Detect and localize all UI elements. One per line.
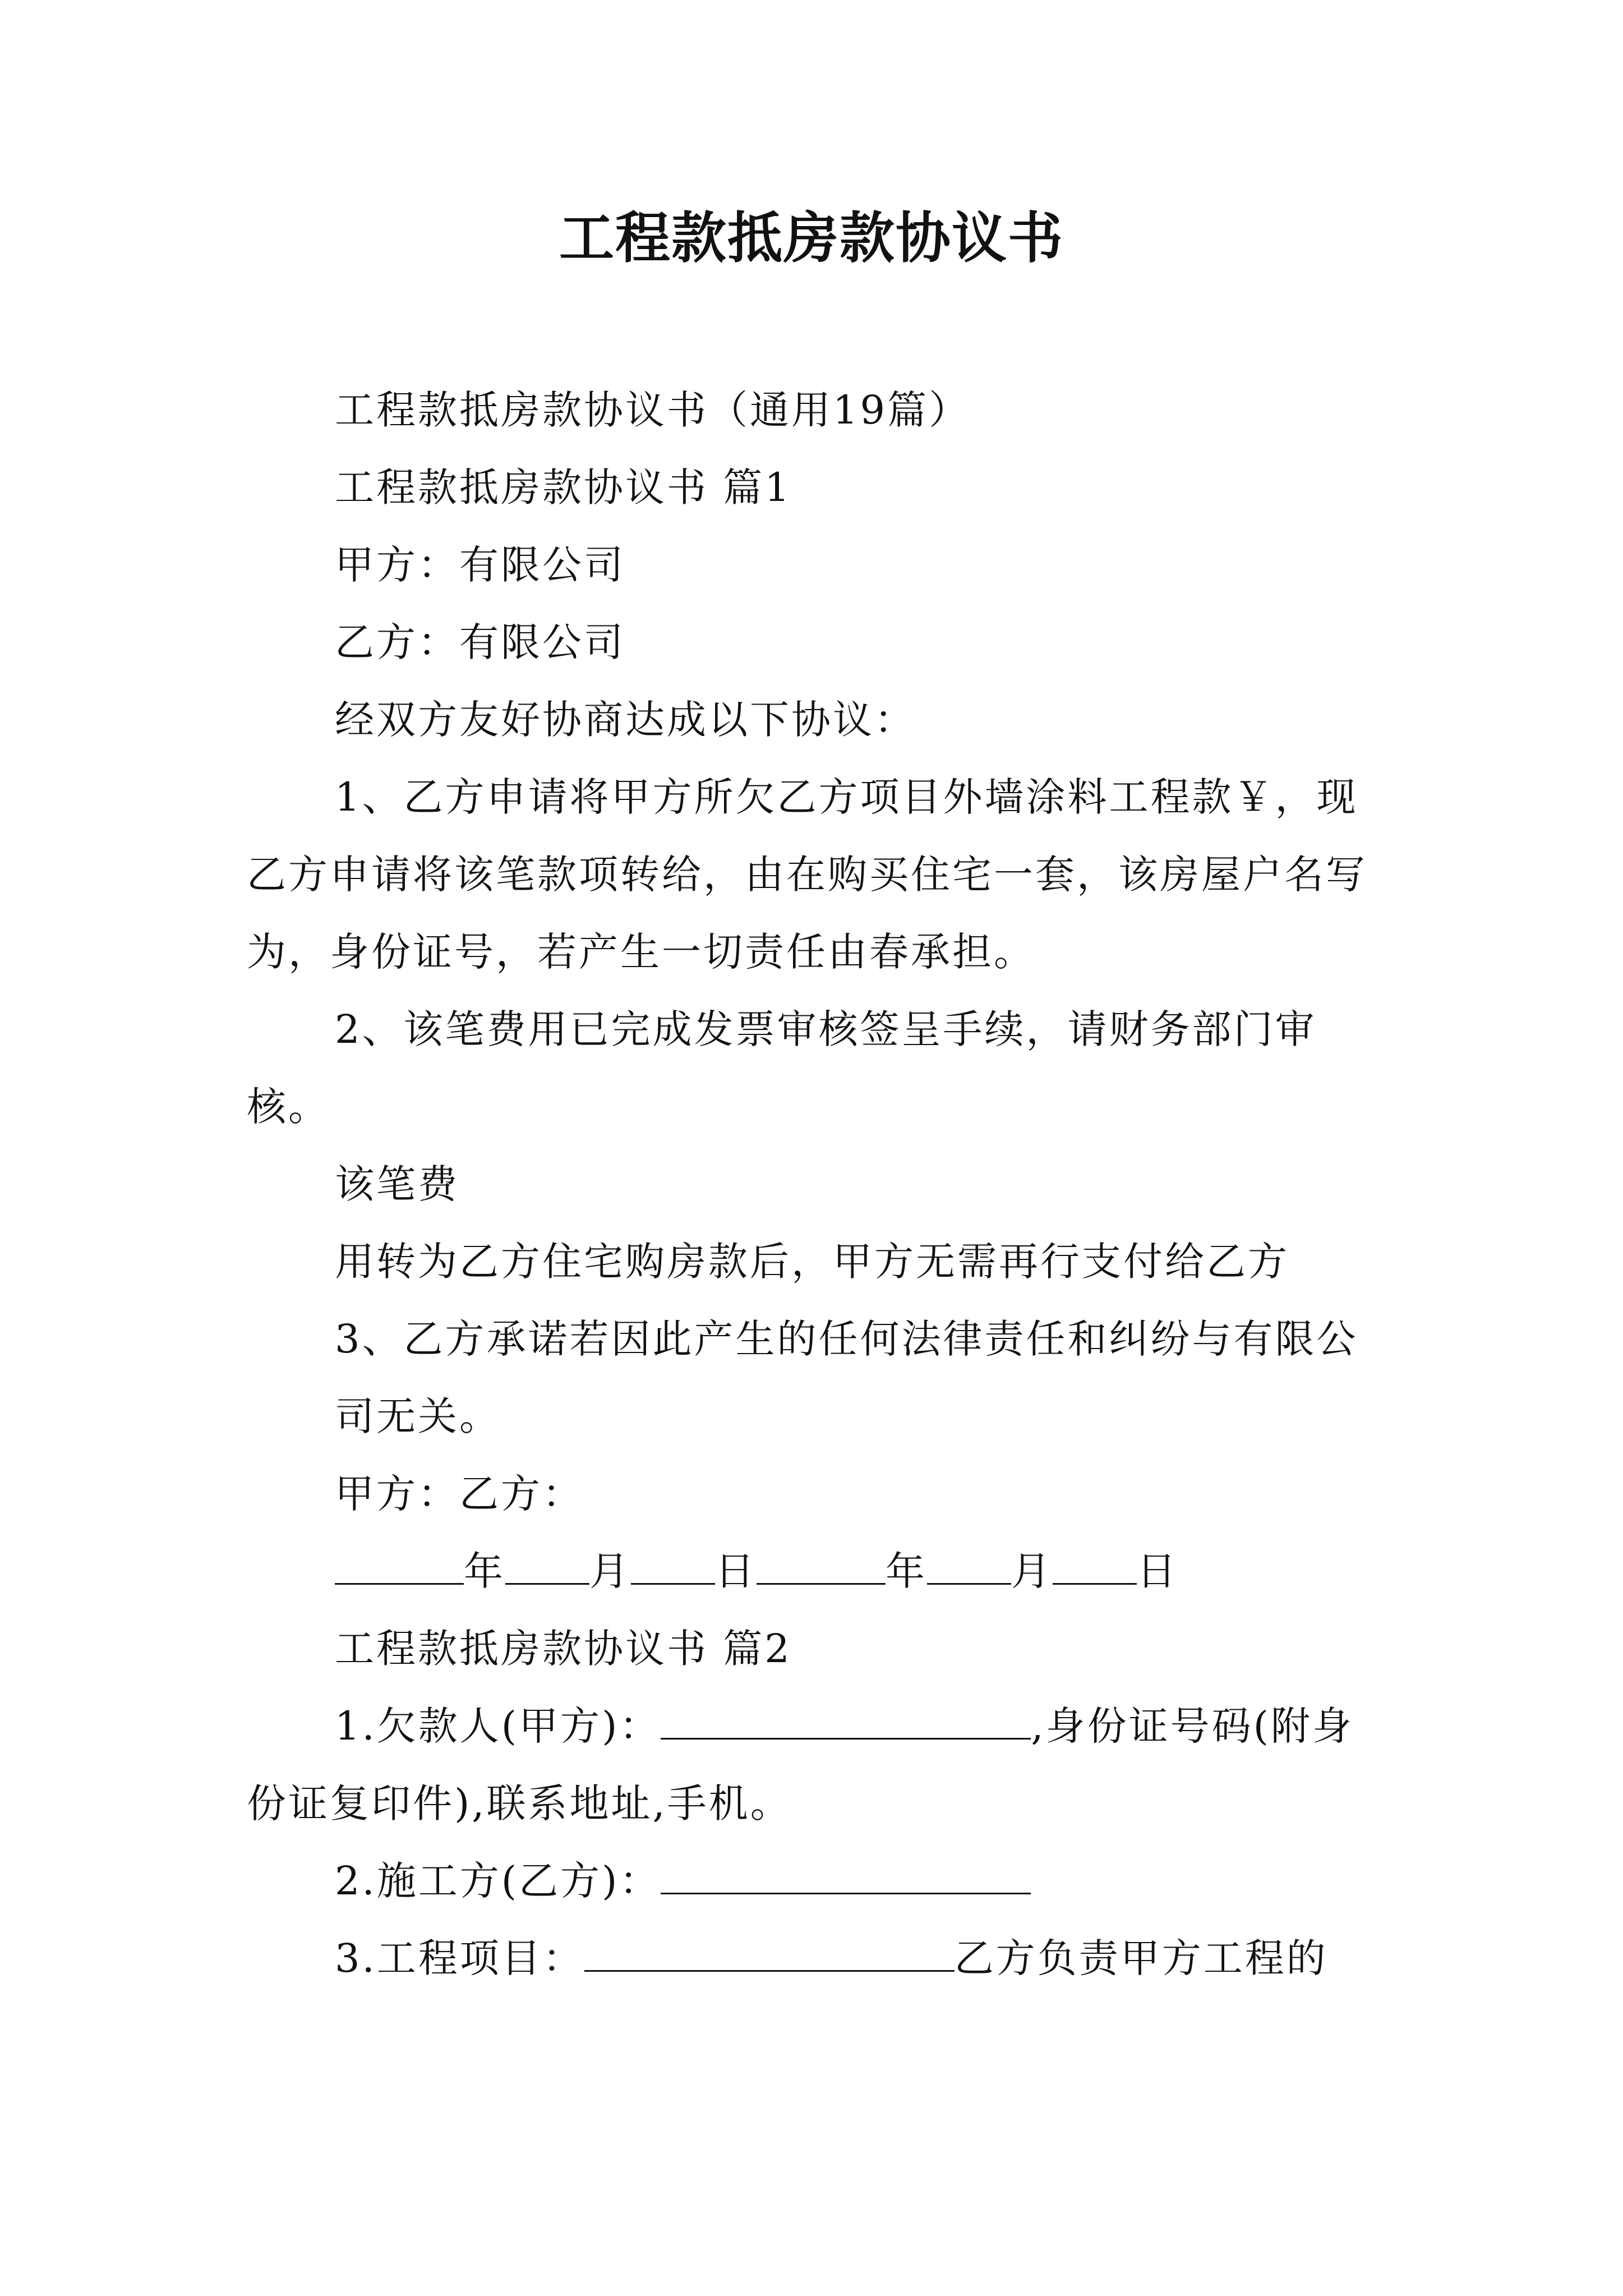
debtor-label: 1.欠款人(甲方)： (335, 1703, 661, 1749)
contractor-line (247, 1842, 1385, 1920)
debtor-line (247, 1687, 1385, 1842)
project-line (247, 1920, 1385, 1997)
party-b-line: 乙方：有限公司 (335, 619, 625, 665)
day-label-a: 日 (715, 1548, 757, 1594)
date-line (247, 1533, 1385, 1610)
project-rest: 乙方负责甲方工程的 (954, 1935, 1328, 1981)
section-2-heading: 工程款抵房款协议书 篇2 (335, 1626, 792, 1672)
fee-line-b: 用转为乙方住宅购房款后，甲方无需再行支付给乙方 (335, 1239, 1289, 1285)
fee-line-a: 该笔费 (335, 1161, 459, 1207)
day-label-b: 日 (1137, 1548, 1178, 1594)
year-blank-a (335, 1550, 464, 1585)
clause-3-continued: 司无关。 (335, 1393, 501, 1439)
year-blank-b (757, 1550, 886, 1585)
month-blank-b (927, 1550, 1011, 1585)
clause-3: 3、乙方承诺若因此产生的任何法律责任和纠纷与有限公 (335, 1316, 1358, 1362)
project-label: 3.工程项目： (335, 1935, 584, 1981)
party-a-line: 甲方：有限公司 (335, 542, 625, 588)
document-title: 工程款抵房款协议书 (559, 206, 1064, 270)
contractor-label: 2.施工方(乙方)： (335, 1858, 661, 1904)
debtor-rest: ,身份证号码(附身份证复印件),联系地址,手机。 (247, 1703, 1354, 1826)
clause-2: 2、该笔费用已完成发票审核签呈手续，请财务部门审核。 (247, 1006, 1317, 1130)
signature-line: 甲方：乙方： (335, 1471, 584, 1517)
year-label-a: 年 (464, 1548, 505, 1594)
clause-1: 1、乙方申请将甲方所欠乙方项目外墙涂料工程款￥，现乙方申请将该笔款项转给，由在购买住宅一套，该房屋户名写为，身份证号，若产生一切责任由春承担。 (247, 774, 1367, 975)
project-blank (584, 1938, 955, 1972)
contractor-blank (661, 1860, 1031, 1894)
month-blank-a (505, 1550, 589, 1585)
debtor-blank (661, 1705, 1031, 1740)
document-body (247, 371, 1385, 1997)
day-blank-a (631, 1550, 715, 1585)
month-label-a: 月 (589, 1548, 631, 1594)
year-label-b: 年 (886, 1548, 927, 1594)
section-1-heading: 工程款抵房款协议书 篇1 (335, 464, 792, 510)
day-blank-b (1053, 1550, 1137, 1585)
month-label-b: 月 (1011, 1548, 1053, 1594)
agreement-intro: 经双方友好协商达成以下协议： (335, 697, 916, 743)
document-subtitle: 工程款抵房款协议书（通用19篇） (335, 387, 971, 433)
